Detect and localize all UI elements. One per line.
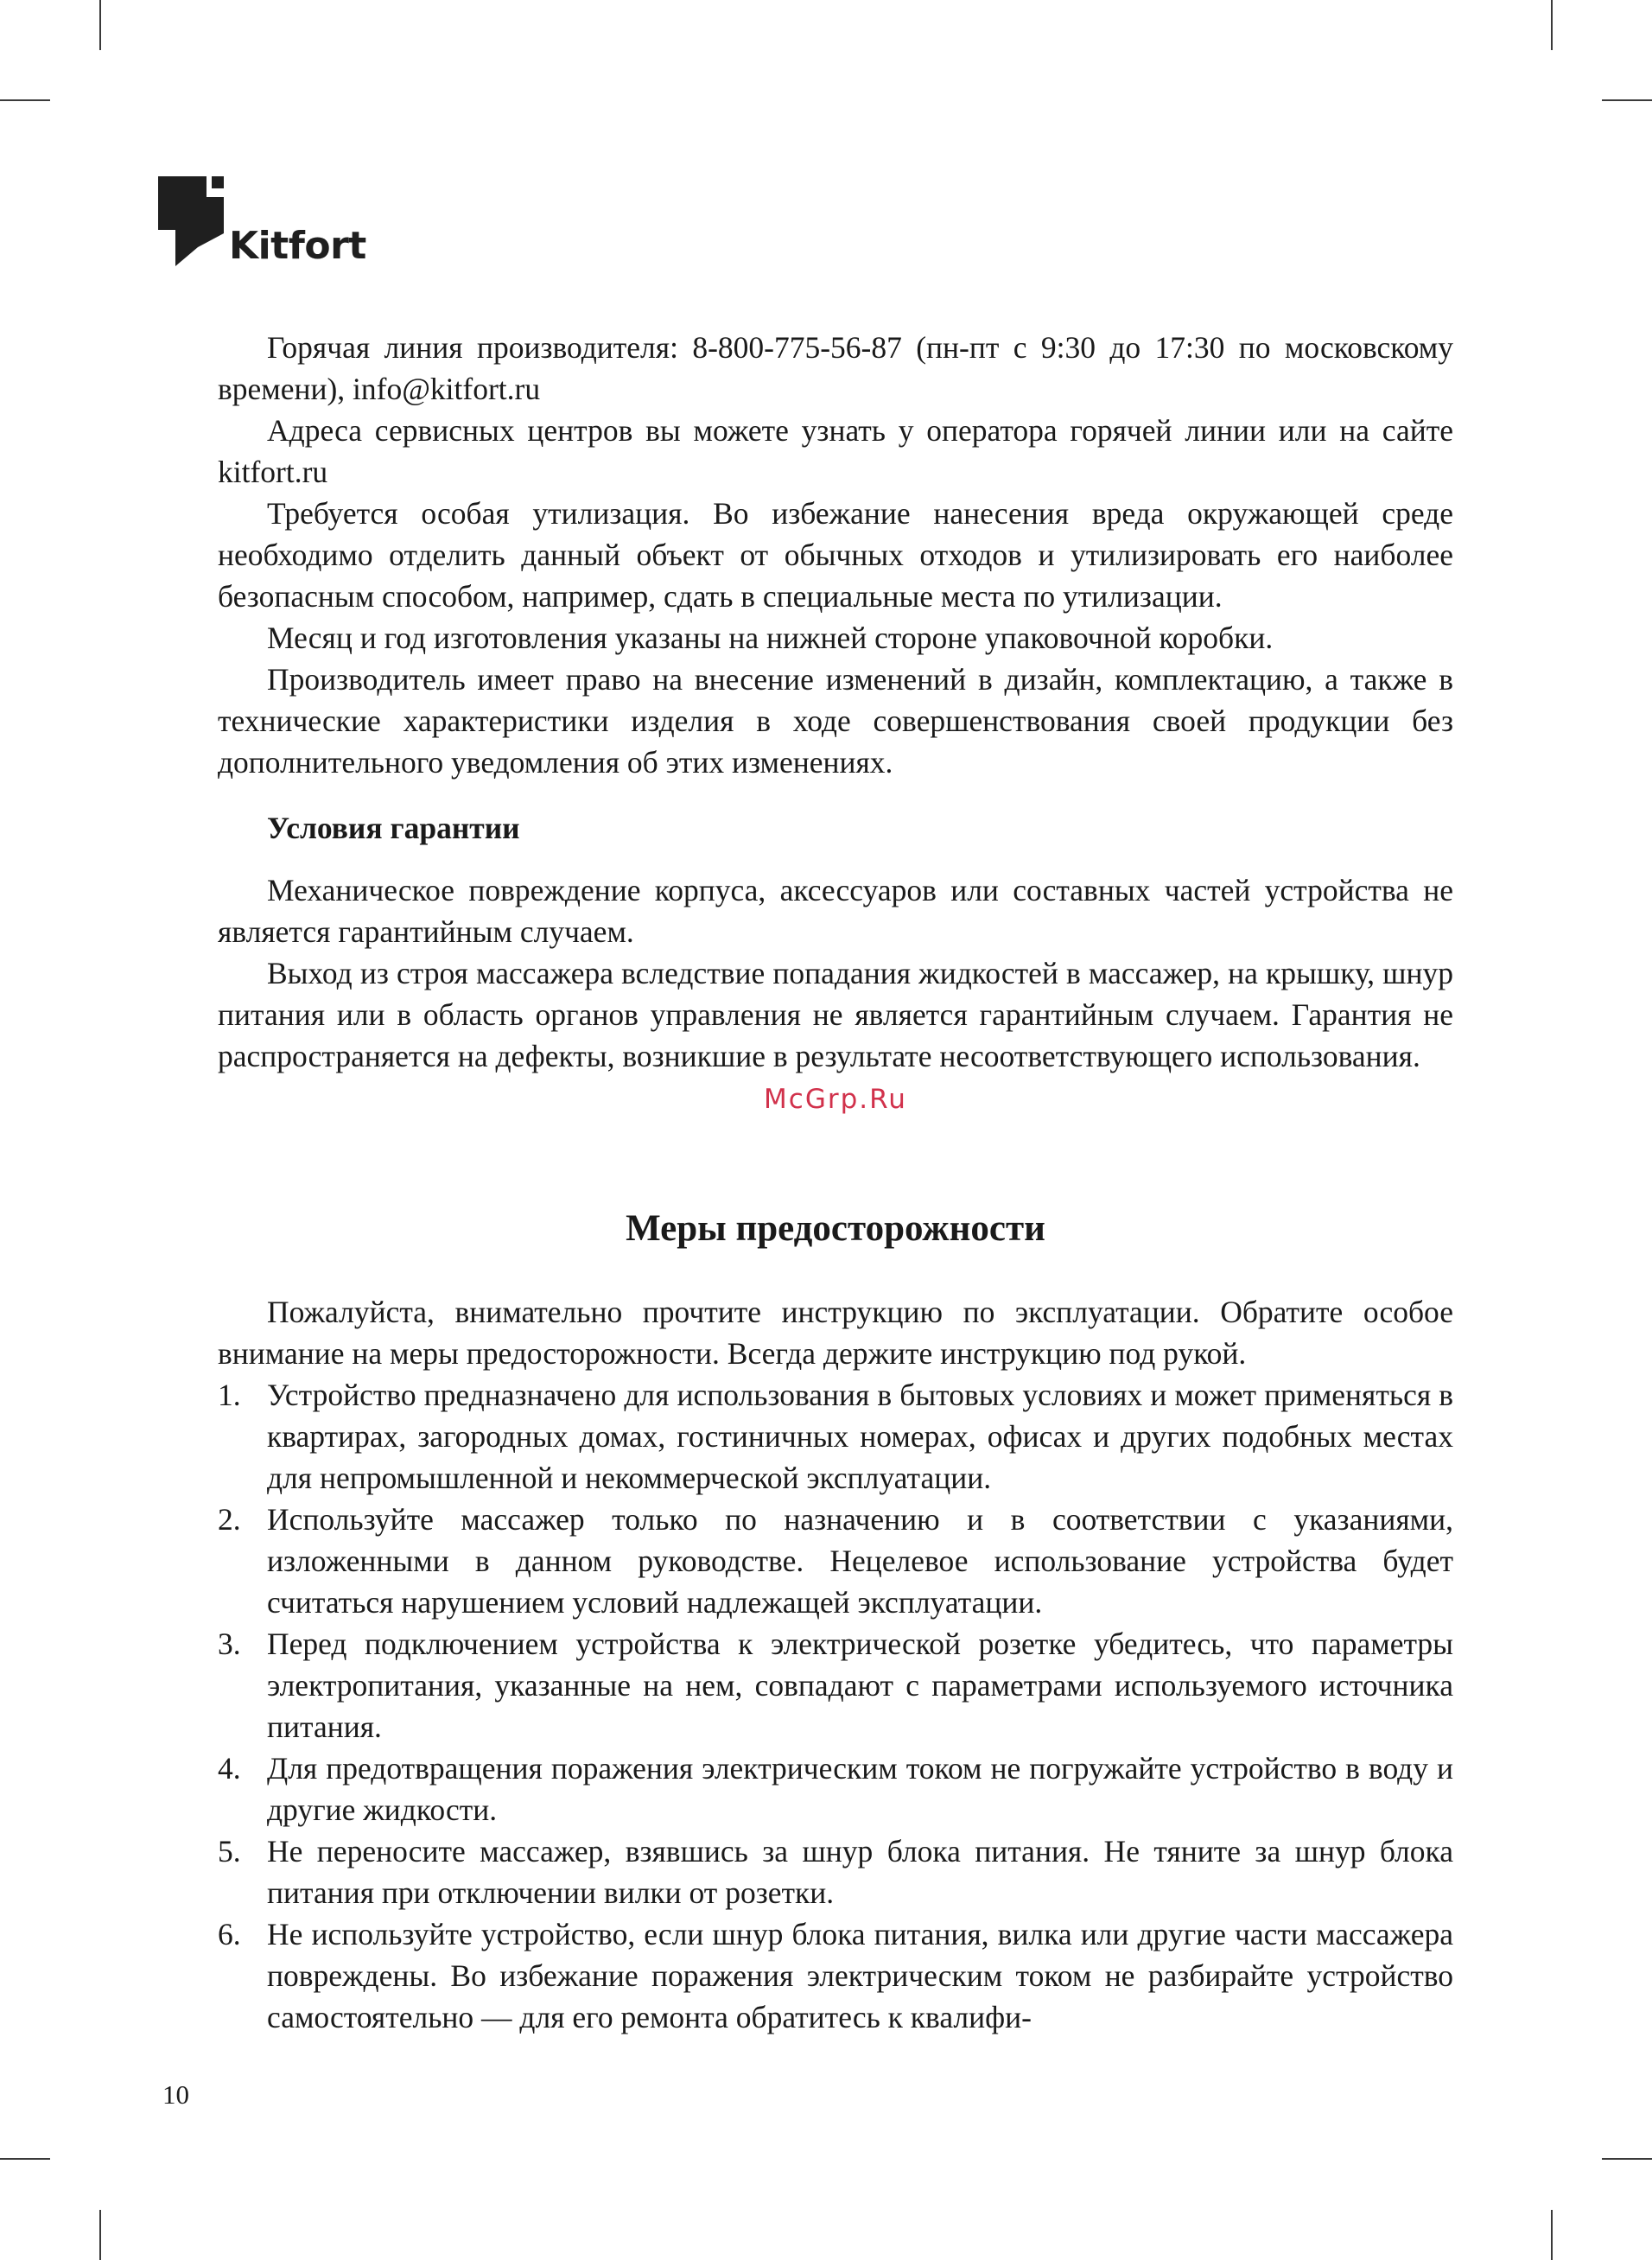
crop-mark-top-right-vertical (1551, 0, 1553, 50)
brand-wordmark: Kitfort (229, 224, 366, 268)
disposal-paragraph: Требуется особая утилизация. Во избежание нанесения вреда окружающей среде необходимо отделить данный объект от обычных отходов и утилизировать его наиболее безопасным способом, например, сдать в специальные места по утилизации. (218, 496, 1453, 614)
manufacturer-rights-paragraph: Производитель имеет право на внесение изменений в дизайн, комплектацию, а также в технические характеристики изделия в ходе совершенствования своей продукции без дополнительного уведомления об этих изменениях. (218, 662, 1453, 780)
crop-mark-top-left-vertical (99, 0, 101, 50)
list-item (218, 1830, 1453, 1913)
list-item (218, 1499, 1453, 1623)
list-item (218, 1623, 1453, 1748)
list-item-number: 5. (218, 1834, 241, 1868)
list-item-text: Используйте массажер только по назначению и в соответствии с указаниями, изложенными в данном руководстве. Нецелевое использование устройства будет считаться нарушением условий надлежащей эксплуатации. (267, 1502, 1453, 1620)
list-item (218, 1913, 1453, 2038)
list-item-number: 6. (218, 1917, 241, 1951)
list-item-text: Перед подключением устройства к электрической розетке убедитесь, что параметры электропитания, указанные на нем, совпадают с параметрами используемого источника питания. (267, 1627, 1453, 1744)
precautions-intro: Пожалуйста, внимательно прочтите инструкцию по эксплуатации. Обратите особое внимание на меры предосторожности. Всегда держите инструкцию под рукой. (218, 1295, 1453, 1371)
watermark: McGrp.Ru (764, 1084, 907, 1115)
service-centers-paragraph: Адреса сервисных центров вы можете узнать у оператора горячей линии или на сайте kitfort.ru (218, 413, 1453, 489)
page-number: 10 (162, 2079, 189, 2110)
crop-mark-bottom-right-vertical (1551, 2210, 1553, 2260)
list-item-text: Не переносите массажер, взявшись за шнур блока питания. Не тяните за шнур блока питания при отключении вилки от розетки. (267, 1834, 1453, 1910)
manufacture-date-paragraph: Месяц и год изготовления указаны на нижней стороне упаковочной коробки. (267, 621, 1274, 655)
precautions-title: Меры предосторожности (626, 1208, 1045, 1249)
crop-mark-bottom-left-horizontal (0, 2158, 50, 2160)
crop-mark-top-left-horizontal (0, 99, 50, 101)
crop-mark-bottom-right-horizontal (1602, 2158, 1652, 2160)
hotline-paragraph: Горячая линия производителя: 8-800-775-56-87 (пн-пт с 9:30 до 17:30 по московскому времени), info@kitfort.ru (218, 330, 1453, 406)
list-item (218, 1374, 1453, 1499)
brand-logo (158, 176, 366, 266)
list-item-text: Устройство предназначено для использования в бытовых условиях и может применяться в квартирах, загородных домах, гостиничных номерах, офисах и других подобных местах для непромышленной и некоммерческой эксплуатации. (267, 1378, 1453, 1495)
warranty-paragraph: Механическое повреждение корпуса, аксессуаров или составных частей устройства не является гарантийным случаем. (218, 873, 1453, 949)
precautions-list (218, 1374, 1453, 2038)
list-item-text: Не используйте устройство, если шнур блока питания, вилка или другие части массажера повреждены. Во избежание поражения электрическим током не разбирайте устройство самостоятельно — для его ремонта обратитесь к квалифи- (267, 1917, 1453, 2034)
warranty-paragraph: Выход из строя массажера вследствие попадания жидкостей в массажер, на крышку, шнур питания или в область органов управления не является гарантийным случаем. Гарантия не распространяется на дефекты, возникшие в результате несоответствующего использования. (218, 956, 1453, 1073)
list-item-text: Для предотвращения поражения электрическим током не погружайте устройство в воду и другие жидкости. (267, 1751, 1453, 1827)
crop-mark-top-right-horizontal (1602, 99, 1652, 101)
page-content (218, 327, 1453, 2038)
warranty-heading: Условия гарантии (267, 811, 520, 845)
list-item-number: 4. (218, 1751, 241, 1786)
list-item-number: 2. (218, 1502, 241, 1537)
kitfort-logo-icon (158, 176, 224, 266)
list-item-number: 3. (218, 1627, 241, 1661)
list-item (218, 1748, 1453, 1830)
crop-mark-bottom-left-vertical (99, 2210, 101, 2260)
list-item-number: 1. (218, 1378, 241, 1412)
